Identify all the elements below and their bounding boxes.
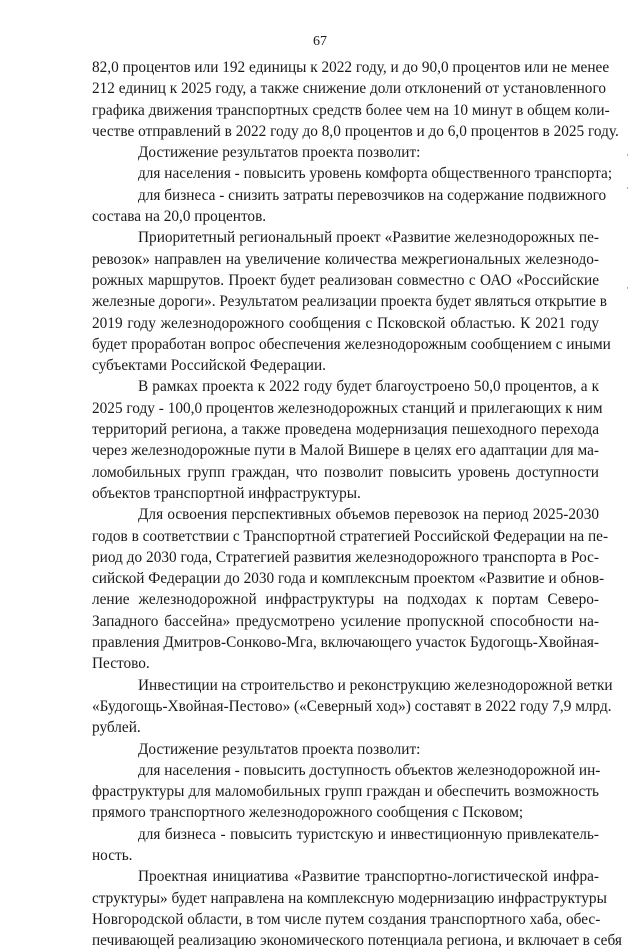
text-line: правления Дмитров-Сонково-Мга, включающего участок Будогощь-Хвойная-: [92, 634, 599, 652]
text-line: фраструктуры для маломобильных групп граждан и обеспечить возможность: [92, 783, 599, 801]
text-line: печивающей реализацию экономического потенциала региона, и включает в себя: [92, 932, 622, 950]
text-line: честве отправлений в 2022 году до 8,0 процентов и до 6,0 процентов в 2025 году.: [92, 122, 619, 140]
text-line: годов в соответствии с Транспортной стратегией Российской Федерации на пе-: [92, 527, 609, 545]
text-line: 82,0 процентов или 192 единицы к 2022 году, и до 90,0 процентов или не менее: [92, 59, 610, 76]
text-line: ность.: [92, 846, 133, 864]
text-line: Приоритетный региональный проект «Развитие железнодорожных пе-: [138, 229, 599, 247]
text-line: 2025 году - 100,0 процентов железнодорожных станций и прилегающих к ним: [92, 399, 603, 417]
margin-mark: ·: [626, 183, 629, 193]
text-line: для бизнеса - снизить затраты перевозчиков на содержание подвижного: [138, 186, 607, 204]
text-line: железные дороги». Результатом реализации проекта будет являться открытие в: [92, 293, 607, 311]
text-line: субъектами Российской Федерации.: [92, 357, 326, 375]
margin-mark: ·: [626, 150, 629, 160]
text-line: Новгородской области, в том числе путем создания транспортного хаба, обес-: [92, 910, 601, 928]
text-line: для населения - повысить уровень комфорта общественного транспорта;: [138, 165, 613, 183]
text-line: ломобильных групп граждан, что позволит повысить уровень доступности: [92, 463, 599, 481]
text-line: сийской Федерации до 2030 года и комплексным проектом «Развитие и обнов-: [92, 570, 605, 588]
text-line: рожных маршрутов. Проект будет реализован совместно с ОАО «Российские: [92, 271, 599, 289]
text-line: Достижение результатов проекта позволит:: [138, 144, 421, 162]
page-number: 67: [313, 34, 327, 49]
text-line: В рамках проекта к 2022 году будет благоустроено 50,0 процентов, а к: [138, 378, 599, 396]
text-line: «Будогощь-Хвойная-Пестово» («Северный ход») составят в 2022 году 7,9 млрд.: [92, 697, 612, 715]
text-line: Инвестиции на строительство и реконструкцию железнодорожной ветки: [138, 676, 613, 694]
text-line: ревозок» направлен на увеличение количества межрегиональных железнодо-: [92, 250, 599, 268]
text-line: территорий региона, а также проведена модернизация пешеходного перехода: [92, 421, 599, 439]
margin-mark: ·: [626, 283, 629, 293]
text-line: 2019 году железнодорожного сообщения с Псковской областью. К 2021 году: [92, 314, 599, 332]
text-line: будет проработан вопрос обеспечения железнодорожным сообщением с иными: [92, 335, 611, 353]
text-line: риод до 2030 года, Стратегией развития железнодорожного транспорта в Рос-: [92, 548, 599, 566]
text-line: объектов транспортной инфраструктуры.: [92, 484, 361, 502]
text-line: Пестово.: [92, 655, 150, 673]
text-line: Для освоения перспективных объемов перевозок на период 2025-2030: [138, 506, 599, 524]
body-text: [92, 57, 622, 951]
text-line: ление железнодорожной инфраструктуры на подходах к портам Северо-: [92, 591, 599, 609]
text-line: состава на 20,0 процентов.: [92, 208, 267, 226]
text-line: структуры» будет направлена на комплексную модернизацию инфраструктуры: [92, 889, 607, 907]
text-line: прямого транспортного железнодорожного сообщения с Псковом;: [92, 804, 524, 822]
text-line: графика движения транспортных средств более чем на 10 минут в общем коли-: [92, 101, 610, 119]
text-line: рублей.: [92, 719, 141, 737]
text-line: Достижение результатов проекта позволит:: [138, 740, 421, 758]
text-line: 212 единиц к 2025 году, а также снижение доли отклонений от установленного: [92, 80, 606, 98]
text-line: через железнодорожные пути в Малой Вишере в целях его адаптации для ма-: [92, 442, 599, 460]
text-line: для бизнеса - повысить туристскую и инвестиционную привлекатель-: [138, 825, 599, 843]
text-line: Проектная инициатива «Развитие транспортно-логистической инфра-: [138, 868, 599, 886]
text-line: Западного бассейна» предусмотрено усиление пропускной способности на-: [92, 612, 599, 630]
text-line: для населения - повысить доступность объектов железнодорожной ин-: [138, 761, 601, 779]
